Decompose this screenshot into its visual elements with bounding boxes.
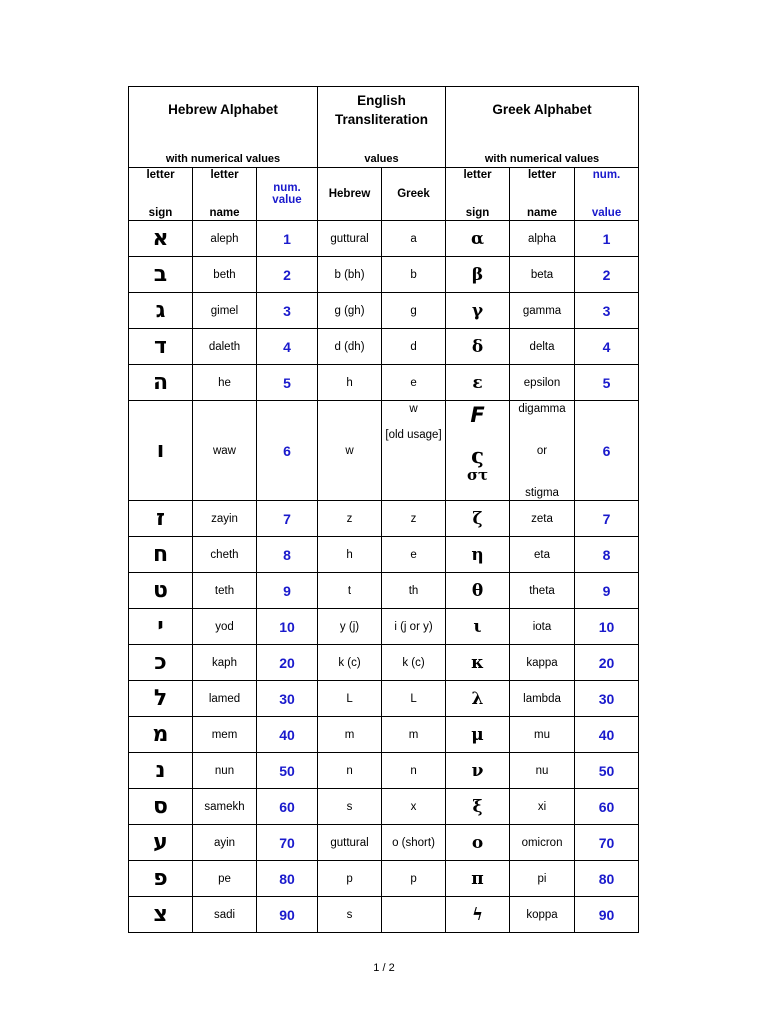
heb-num-label: num. bbox=[273, 182, 301, 194]
table-row bbox=[129, 789, 639, 825]
hebrew-name: samekh bbox=[193, 789, 257, 825]
translit-greek: b bbox=[382, 257, 446, 293]
grk-value-label: value bbox=[591, 207, 622, 219]
table-row bbox=[129, 257, 639, 293]
translit-hebrew: h bbox=[318, 365, 382, 401]
table-row bbox=[129, 645, 639, 681]
translit-greek: e bbox=[382, 537, 446, 573]
greek-name: alpha bbox=[510, 221, 575, 257]
greek-letter-stigma: στ bbox=[466, 466, 489, 484]
hebrew-title: Hebrew Alphabet bbox=[168, 102, 278, 117]
hebrew-value: 1 bbox=[257, 221, 318, 257]
grk-num-label: num. bbox=[592, 169, 621, 181]
hebrew-value: 3 bbox=[257, 293, 318, 329]
greek-value: 10 bbox=[575, 609, 639, 645]
hebrew-letter: ל bbox=[129, 681, 193, 717]
translit-hebrew: L bbox=[318, 681, 382, 717]
greek-letter: ζ bbox=[446, 501, 510, 537]
tr-hebrew-label: Hebrew bbox=[328, 188, 371, 200]
translit-greek: k (c) bbox=[382, 645, 446, 681]
col-tr-hebrew bbox=[318, 168, 382, 221]
hebrew-value: 9 bbox=[257, 573, 318, 609]
translit-greek: x bbox=[382, 789, 446, 825]
hebrew-letter: ע bbox=[129, 825, 193, 861]
translit-hebrew: t bbox=[318, 573, 382, 609]
translit-hebrew: z bbox=[318, 501, 382, 537]
table-row bbox=[129, 681, 639, 717]
hebrew-name: beth bbox=[193, 257, 257, 293]
greek-letter: λ bbox=[446, 681, 510, 717]
greek-letter: ε bbox=[446, 365, 510, 401]
hebrew-value: 5 bbox=[257, 365, 318, 401]
table-row-waw bbox=[129, 401, 639, 501]
translit-greek-cell bbox=[382, 401, 446, 501]
tr-greek-label: Greek bbox=[397, 188, 430, 200]
table-row bbox=[129, 293, 639, 329]
hebrew-value: 30 bbox=[257, 681, 318, 717]
greek-name-or: or bbox=[536, 444, 548, 457]
english-title-line-1: English bbox=[357, 93, 406, 108]
greek-value: 20 bbox=[575, 645, 639, 681]
greek-letter-cell bbox=[446, 401, 510, 501]
greek-letter: δ bbox=[446, 329, 510, 365]
hebrew-name: he bbox=[193, 365, 257, 401]
english-header bbox=[318, 87, 446, 168]
english-title-line-2: Transliteration bbox=[335, 112, 429, 127]
greek-name: kappa bbox=[510, 645, 575, 681]
table-row bbox=[129, 609, 639, 645]
translit-greek: w bbox=[409, 403, 418, 415]
grk-sign-label: sign bbox=[465, 207, 490, 219]
greek-letter-digamma: F bbox=[470, 403, 485, 427]
col-heb-name bbox=[193, 168, 257, 221]
greek-name: iota bbox=[510, 609, 575, 645]
hebrew-name: zayin bbox=[193, 501, 257, 537]
greek-name: lambda bbox=[510, 681, 575, 717]
hebrew-header bbox=[129, 87, 318, 168]
grk-letter-label-2: letter bbox=[527, 169, 557, 181]
translit-hebrew: b (bh) bbox=[318, 257, 382, 293]
hebrew-letter: פ bbox=[129, 861, 193, 897]
greek-title: Greek Alphabet bbox=[492, 102, 592, 117]
greek-value: 50 bbox=[575, 753, 639, 789]
table-row bbox=[129, 501, 639, 537]
hebrew-name: mem bbox=[193, 717, 257, 753]
hebrew-letter: כ bbox=[129, 645, 193, 681]
hebrew-name: teth bbox=[193, 573, 257, 609]
hebrew-name: yod bbox=[193, 609, 257, 645]
table-row bbox=[129, 365, 639, 401]
col-tr-greek bbox=[382, 168, 446, 221]
grk-letter-label: letter bbox=[463, 169, 492, 181]
greek-name-digamma: digamma bbox=[518, 402, 566, 415]
greek-letter: π bbox=[446, 861, 510, 897]
translit-hebrew: guttural bbox=[318, 221, 382, 257]
greek-subtitle: with numerical values bbox=[484, 153, 600, 165]
hebrew-value: 90 bbox=[257, 897, 318, 933]
translit-hebrew: y (j) bbox=[318, 609, 382, 645]
col-grk-name bbox=[510, 168, 575, 221]
translit-hebrew: guttural bbox=[318, 825, 382, 861]
hebrew-name: lamed bbox=[193, 681, 257, 717]
greek-value: 70 bbox=[575, 825, 639, 861]
hebrew-value: 60 bbox=[257, 789, 318, 825]
greek-letter: ϟ bbox=[446, 897, 510, 933]
greek-letter: β bbox=[446, 257, 510, 293]
table-row bbox=[129, 221, 639, 257]
greek-value: 6 bbox=[575, 401, 639, 501]
translit-greek: o (short) bbox=[382, 825, 446, 861]
hebrew-letter: י bbox=[129, 609, 193, 645]
greek-name: omicron bbox=[510, 825, 575, 861]
header-row bbox=[129, 87, 639, 168]
translit-hebrew: s bbox=[318, 789, 382, 825]
hebrew-letter: ד bbox=[129, 329, 193, 365]
greek-name: koppa bbox=[510, 897, 575, 933]
col-heb-sign bbox=[129, 168, 193, 221]
greek-letter: η bbox=[446, 537, 510, 573]
hebrew-value: 8 bbox=[257, 537, 318, 573]
greek-letter: κ bbox=[446, 645, 510, 681]
hebrew-letter: ט bbox=[129, 573, 193, 609]
hebrew-value: 6 bbox=[257, 401, 318, 501]
hebrew-name: daleth bbox=[193, 329, 257, 365]
translit-hebrew: m bbox=[318, 717, 382, 753]
hebrew-letter: ג bbox=[129, 293, 193, 329]
greek-letter: γ bbox=[446, 293, 510, 329]
col-heb-value bbox=[257, 168, 318, 221]
greek-name: nu bbox=[510, 753, 575, 789]
greek-value: 60 bbox=[575, 789, 639, 825]
table-row bbox=[129, 861, 639, 897]
hebrew-name: pe bbox=[193, 861, 257, 897]
heb-value-label: value bbox=[272, 194, 302, 206]
alphabet-table bbox=[128, 86, 639, 933]
hebrew-letter: ח bbox=[129, 537, 193, 573]
table-row bbox=[129, 573, 639, 609]
translit-greek: m bbox=[382, 717, 446, 753]
heb-letter-label-2: letter bbox=[210, 169, 239, 181]
col-grk-sign bbox=[446, 168, 510, 221]
hebrew-letter: נ bbox=[129, 753, 193, 789]
hebrew-value: 7 bbox=[257, 501, 318, 537]
hebrew-name: nun bbox=[193, 753, 257, 789]
greek-value: 7 bbox=[575, 501, 639, 537]
translit-hebrew: p bbox=[318, 861, 382, 897]
hebrew-letter: צ bbox=[129, 897, 193, 933]
translit-greek: i (j or y) bbox=[382, 609, 446, 645]
greek-name: delta bbox=[510, 329, 575, 365]
grk-name-label: name bbox=[526, 207, 558, 219]
greek-name: epsilon bbox=[510, 365, 575, 401]
hebrew-letter: א bbox=[129, 221, 193, 257]
greek-letter: μ bbox=[446, 717, 510, 753]
greek-name: xi bbox=[510, 789, 575, 825]
hebrew-value: 40 bbox=[257, 717, 318, 753]
greek-value: 1 bbox=[575, 221, 639, 257]
greek-name: mu bbox=[510, 717, 575, 753]
greek-value: 3 bbox=[575, 293, 639, 329]
table-row bbox=[129, 717, 639, 753]
hebrew-name: ayin bbox=[193, 825, 257, 861]
page-number: 1 / 2 bbox=[373, 962, 395, 974]
translit-greek: d bbox=[382, 329, 446, 365]
heb-sign-label: sign bbox=[148, 207, 173, 219]
translit-hebrew: s bbox=[318, 897, 382, 933]
greek-name-stigma: stigma bbox=[525, 486, 559, 499]
table-row bbox=[129, 537, 639, 573]
translit-hebrew: h bbox=[318, 537, 382, 573]
hebrew-value: 70 bbox=[257, 825, 318, 861]
hebrew-value: 4 bbox=[257, 329, 318, 365]
hebrew-value: 2 bbox=[257, 257, 318, 293]
translit-hebrew: d (dh) bbox=[318, 329, 382, 365]
heb-letter-label: letter bbox=[146, 169, 175, 181]
greek-name: beta bbox=[510, 257, 575, 293]
table-row bbox=[129, 825, 639, 861]
greek-value: 40 bbox=[575, 717, 639, 753]
greek-name: pi bbox=[510, 861, 575, 897]
hebrew-letter: מ bbox=[129, 717, 193, 753]
english-subtitle: values bbox=[364, 153, 399, 165]
greek-letter: ο bbox=[446, 825, 510, 861]
translit-greek: z bbox=[382, 501, 446, 537]
table-row bbox=[129, 753, 639, 789]
translit-greek: a bbox=[382, 221, 446, 257]
translit-hebrew: n bbox=[318, 753, 382, 789]
greek-value: 80 bbox=[575, 861, 639, 897]
hebrew-name: cheth bbox=[193, 537, 257, 573]
greek-value: 9 bbox=[575, 573, 639, 609]
greek-value: 90 bbox=[575, 897, 639, 933]
hebrew-name: gimel bbox=[193, 293, 257, 329]
translit-greek-note: [old usage] bbox=[385, 429, 442, 441]
greek-letter: ν bbox=[446, 753, 510, 789]
greek-letter: θ bbox=[446, 573, 510, 609]
greek-name: theta bbox=[510, 573, 575, 609]
hebrew-value: 50 bbox=[257, 753, 318, 789]
hebrew-letter: ס bbox=[129, 789, 193, 825]
greek-letter: α bbox=[446, 221, 510, 257]
translit-greek: L bbox=[382, 681, 446, 717]
translit-greek: g bbox=[382, 293, 446, 329]
translit-greek: n bbox=[382, 753, 446, 789]
col-grk-value bbox=[575, 168, 639, 221]
translit-greek bbox=[382, 897, 446, 933]
greek-value: 4 bbox=[575, 329, 639, 365]
hebrew-name: sadi bbox=[193, 897, 257, 933]
greek-letter: ξ bbox=[446, 789, 510, 825]
greek-value: 5 bbox=[575, 365, 639, 401]
greek-name: zeta bbox=[510, 501, 575, 537]
translit-greek: th bbox=[382, 573, 446, 609]
translit-greek: p bbox=[382, 861, 446, 897]
hebrew-value: 80 bbox=[257, 861, 318, 897]
greek-name: eta bbox=[510, 537, 575, 573]
greek-value: 8 bbox=[575, 537, 639, 573]
hebrew-name: waw bbox=[193, 401, 257, 501]
hebrew-letter: ב bbox=[129, 257, 193, 293]
table-row bbox=[129, 897, 639, 933]
greek-value: 2 bbox=[575, 257, 639, 293]
hebrew-value: 10 bbox=[257, 609, 318, 645]
hebrew-subtitle: with numerical values bbox=[165, 153, 281, 165]
greek-letter-final-sigma: ς bbox=[471, 443, 484, 468]
greek-name-cell bbox=[510, 401, 575, 501]
translit-hebrew: g (gh) bbox=[318, 293, 382, 329]
translit-hebrew: w bbox=[318, 401, 382, 501]
table-row bbox=[129, 329, 639, 365]
hebrew-name: kaph bbox=[193, 645, 257, 681]
hebrew-letter: ו bbox=[129, 401, 193, 501]
translit-greek: e bbox=[382, 365, 446, 401]
heb-name-label: name bbox=[209, 207, 240, 219]
hebrew-name: aleph bbox=[193, 221, 257, 257]
hebrew-letter: ז bbox=[129, 501, 193, 537]
greek-letter: ι bbox=[446, 609, 510, 645]
greek-value: 30 bbox=[575, 681, 639, 717]
greek-name: gamma bbox=[510, 293, 575, 329]
greek-header bbox=[446, 87, 639, 168]
hebrew-value: 20 bbox=[257, 645, 318, 681]
subheader-row bbox=[129, 168, 639, 221]
translit-hebrew: k (c) bbox=[318, 645, 382, 681]
hebrew-letter: ה bbox=[129, 365, 193, 401]
